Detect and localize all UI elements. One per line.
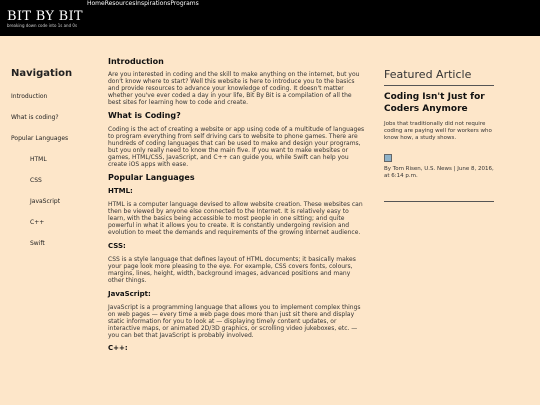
main-content [108,57,366,353]
sidebar-item-css[interactable]: CSS [30,177,42,184]
sidebar-item-cpp[interactable]: C++ [30,219,45,226]
css-heading: CSS: [108,242,126,250]
intro-heading: Introduction [108,57,164,66]
top-nav [87,0,199,8]
featured-article-title[interactable]: Coding Isn't Just for Coders Anymore [384,92,485,114]
featured-divider [384,85,494,86]
javascript-heading: JavaScript: [108,290,151,298]
coding-text: Coding is the act of creating a website or app using code of a multitude of languages to program everything from self driving cars to website to phone games. There are hundreds of coding languages that can be used to make and design your programs, but you only really need to know the main five. If you want to make websites or games, HTML/CSS, JavaScript, and C++ can guide you, while Swift can help you create iOS apps with ease. [108,126,365,168]
site-tagline: breaking down code into 1s and 0s [7,23,78,28]
sidebar-item-javascript[interactable]: JavaScript [30,198,61,205]
featured-article-byline: By Tom Risen, U.S. News | June 8, 2016, at 6:14 p.m. [384,166,494,179]
nav-resources-link[interactable]: Resources [104,0,136,7]
sidebar-item-swift[interactable]: Swift [30,240,45,247]
intro-text: Are you interested in coding and the skill to make anything on the internet, but you don't know where to start? Well this website is here to introduce you to the basics and provide resources to advance your knowledge of coding. It doesn't matter whether you've ever coded a day in your life, Bit By Bit is a compilation of all the best sites for learning how to code and create. [108,71,360,106]
site-logo[interactable]: BIT BY BIT [7,9,83,24]
sidebar-item-popular-languages[interactable]: Popular Languages [11,135,69,142]
sidebar-item-html[interactable]: HTML [30,156,47,163]
popular-languages-heading: Popular Languages [108,173,195,182]
css-text: CSS is a style language that defines layout of HTML documents; it basically makes your page look more pleasing to the eye. For example, CSS covers fonts, colours, margins, lines, height, width, background images, advanced positions and many other things. [108,256,356,284]
html-text: HTML is a computer language devised to allow website creation. These websites can then be viewed by anyone else connected to the Internet. It is relatively easy to learn, with the basics being accessible to most people in one sitting; and quite powerful in what it allows you to create. It is constantly undergoing revision and evolution to meet the demands and requirements of the growing Internet audience. [108,201,363,236]
nav-home-link[interactable]: Home [87,0,105,7]
sidebar-item-what-is-coding[interactable]: What is coding? [11,114,59,121]
featured-article-panel [384,68,494,202]
featured-heading: Featured Article [384,68,472,81]
nav-programs-link[interactable]: Programs [170,0,199,7]
site-header [0,0,540,36]
sidebar-item-introduction[interactable]: Introduction [11,93,48,100]
javascript-text: JavaScript is a programming language that allows you to implement complex things on web pages — every time a web page does more than just sit there and display static information for you to look at — displaying timely content updates, or interactive maps, or animated 2D/3D graphics, or scrolling video jukeboxes, etc. — you can bet that JavaScript is probably involved. [108,304,361,339]
sidebar-heading: Navigation [11,68,73,79]
coding-heading: What is Coding? [108,111,181,120]
featured-article-excerpt: Jobs that traditionally did not require coding are paying well for workers who know how, a study shows. [384,121,492,141]
html-heading: HTML: [108,187,133,195]
cpp-heading: C++: [108,344,128,352]
featured-bottom-divider [384,201,494,202]
article-image[interactable] [384,154,392,162]
sidebar-navigation [11,68,96,261]
nav-inspirations-link[interactable]: Inspirations [135,0,171,7]
